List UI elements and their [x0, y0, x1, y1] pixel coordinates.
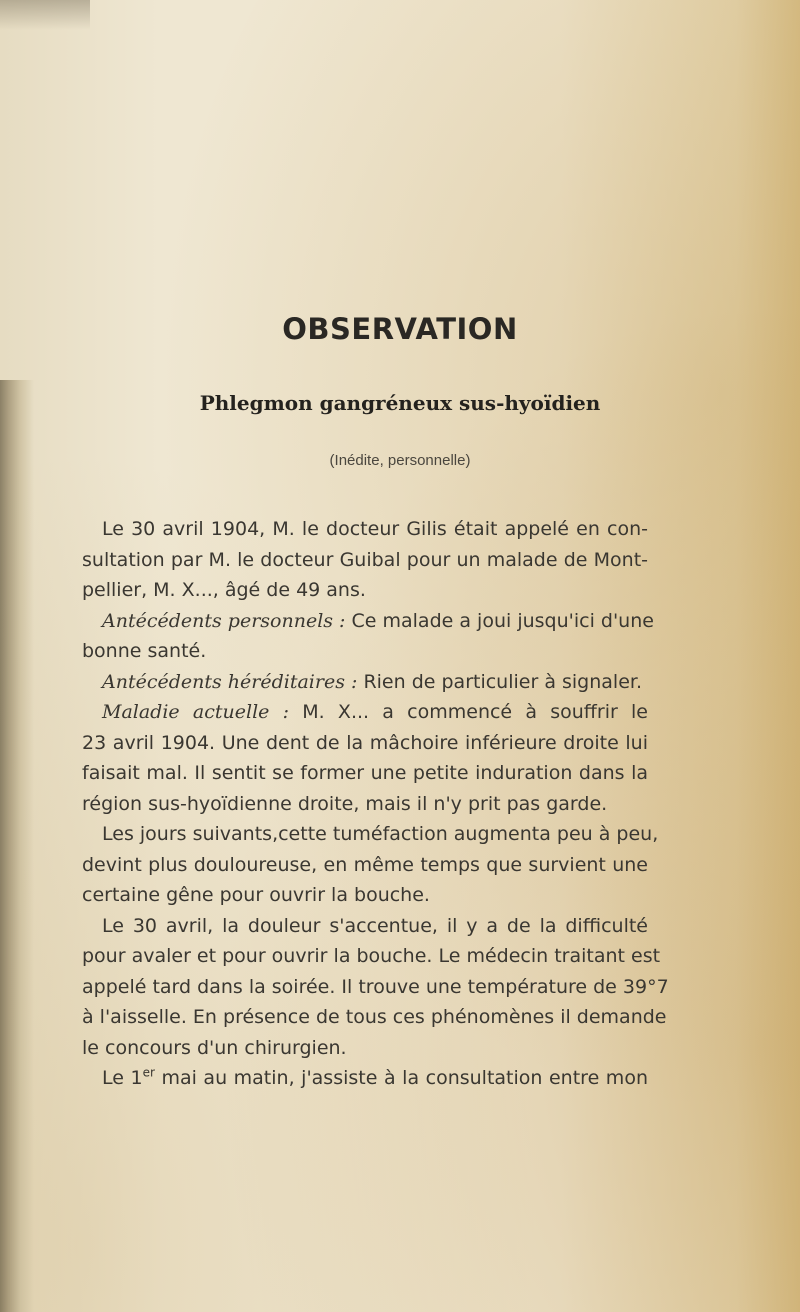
text-fragment: Ce malade a joui jusqu'ici d'une [345, 609, 654, 632]
paragraph-30-avril [82, 911, 669, 1064]
text-line: certaine gêne pour ouvrir la bouche. [82, 884, 430, 906]
section-label: Antécédents héréditaires : [102, 670, 358, 693]
binding-edge [0, 380, 34, 1312]
section-label: Maladie actuelle : [102, 701, 290, 723]
text-line: devint plus douloureuse, en même temps que survient une [82, 853, 648, 876]
text-line: pellier, M. X..., âgé de 49 ans. [82, 579, 366, 601]
text-line: le concours d'un chirurgien. [82, 1036, 347, 1059]
paragraph-1er-mai [82, 1063, 648, 1094]
text-line [82, 1063, 648, 1094]
text-fragment: M. X... a commencé à souffrir le [289, 701, 648, 723]
section-label: Antécédents personnels : [102, 609, 346, 632]
superscript: er [142, 1065, 155, 1080]
document-subtitle: Phlegmon gangréneux sus-hyoïdien [199, 391, 601, 415]
text-line: sultation par M. le docteur Guibal pour un malade de Mont- [82, 548, 648, 571]
text-line [82, 697, 648, 728]
paragraph-intro [82, 514, 648, 606]
paragraph-maladie-actuelle [82, 697, 648, 819]
text-line: Le 30 avril, la douleur s'accentue, il y a de la difficulté [102, 914, 648, 937]
paragraph-evolution [82, 819, 659, 911]
text-line: à l'aisselle. En présence de tous ces phénomènes il demande [82, 1006, 667, 1028]
text-fragment: Le 1 [102, 1067, 143, 1089]
text-line [82, 606, 654, 637]
text-line: appelé tard dans la soirée. Il trouve une température de 39°7 [82, 975, 669, 998]
paragraph-antecedents-hereditaires [82, 667, 648, 698]
text-line: Le 30 avril 1904, M. le docteur Gilis était appelé en con- [102, 518, 648, 540]
document-body [82, 514, 669, 1094]
document-heading: OBSERVATION [282, 312, 518, 346]
text-line: région sus-hyoïdienne droite, mais il n'y prit pas garde. [82, 792, 608, 815]
text-fragment: mai au matin, j'assiste à la consultation entre mon [154, 1067, 648, 1089]
paragraph-antecedents-personnels [82, 606, 654, 667]
document-note: (Inédite, personnelle) [329, 452, 471, 469]
text-line [82, 667, 648, 698]
text-line: 23 avril 1904. Une dent de la mâchoire inférieure droite lui [82, 731, 648, 754]
text-line: pour avaler et pour ouvrir la bouche. Le médecin traitant est [82, 945, 661, 967]
text-line: Les jours suivants,cette tuméfaction augmenta peu à peu, [102, 823, 659, 845]
text-line: bonne santé. [82, 640, 207, 662]
text-line: faisait mal. Il sentit se former une petite induration dans la [82, 762, 648, 784]
page-corner-shadow [0, 0, 90, 30]
text-fragment: Rien de particulier à signaler. [357, 670, 642, 693]
